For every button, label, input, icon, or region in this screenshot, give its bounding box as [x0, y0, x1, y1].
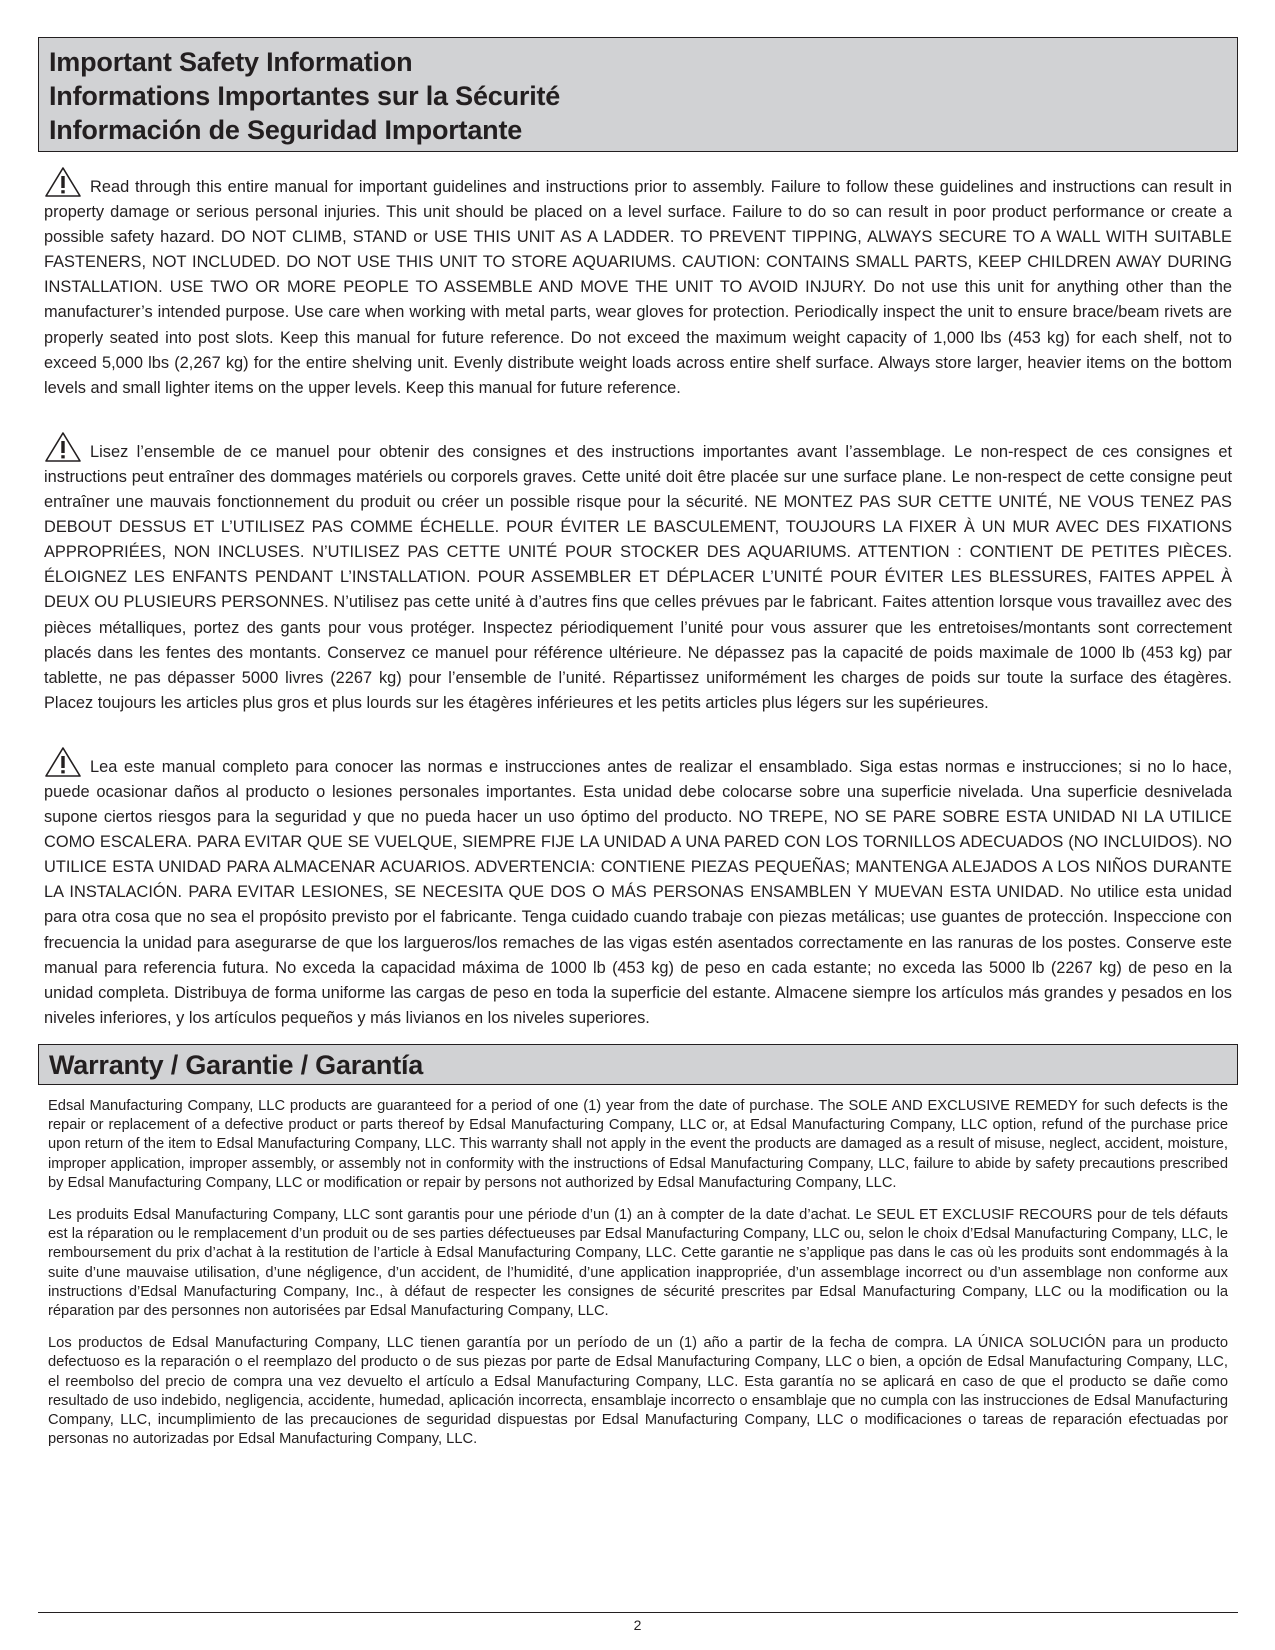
page-number: 2 [633, 1617, 642, 1633]
safety-header-box [38, 37, 1238, 152]
warranty-header-box [38, 1044, 1238, 1085]
warranty-title: Warranty / Garantie / Garantía [49, 1049, 424, 1080]
safety-text-french: Lisez l’ensemble de ce manuel pour obtenir des consignes et des instructions importantes avant l’assemblage. Le non-respect de ces consignes et instructions peut entraîner des dommages matériels ou corporels graves. Cette unité doit être placée sur une surface plane. Le non-respect de cette consigne peut entraîner une mauvais fonctionnement du produit ou créer un possible risque pour la sécurité. NE MONTEZ PAS SUR CETTE UNITÉ, NE VOUS TENEZ PAS DEBOUT DESSUS ET L’UTILISEZ PAS COMME ÉCHELLE. POUR ÉVITER LE BASCULEMENT, TOUJOURS LA FIXER À UN MUR AVEC DES FIXATIONS APPROPRIÉES, NON INCLUSES. N’UTILISEZ PAS CETTE UNITÉ POUR STOCKER DES AQUARIUMS. ATTENTION : CONTIENT DE PETITES PIÈCES. ÉLOIGNEZ LES ENFANTS PENDANT L’INSTALLATION. POUR ASSEMBLER ET DÉPLACER L’UNITÉ POUR ÉVITER LES BLESSURES, FAITES APPEL À DEUX OU PLUSIEURS PERSONNES. N’utilisez pas cette unité à d’autres fins que celles prévues par le fabricant. Faites attention lorsque vous travaillez avec des pièces métalliques, portez des gants pour vous protéger. Inspectez périodiquement l’unité pour vous assurer que les entretoises/montants sont correctement placés dans les fentes des montants. Conservez ce manuel pour référence ultérieure. Ne dépassez pas la capacité de poids maximale de 1000 lb (453 kg) par tablette, ne pas dépasser 5000 livres (2267 kg) pour l’ensemble de l’unité. Répartissez uniformément les charges de poids sur toute la surface des étagères. Placez toujours les articles plus gros et plus lourds sur les étagères inférieures et les petits articles plus légers sur les supérieures. [44, 442, 1232, 712]
warranty-paragraph-french: Les produits Edsal Manufacturing Company, LLC sont garantis pour une période d’un (1) an à compter de la date d’achat. Le SEUL ET EXCLUSIF RECOURS pour de tels défauts est la réparation ou le remplacement d’un produit ou de ses parties défectueuses par Edsal Manufacturing Company, LLC ou, selon le choix d’Edsal Manufacturing Company, LLC, le remboursement du prix d’achat à la restitution de l’article à Edsal Manufacturing Company, LLC. Cette garantie ne s’applique pas dans le cas où les produits sont endommagés à la suite d’une mauvaise utilisation, d’une négligence, d’un accident, de l’humidité, d’une application inappropriée, d’un assemblage incorrect ou d’un assemblage non conforme aux instructions d’Edsal Manufacturing Company, Inc., à défaut de respecter les consignes de sécurité prescrites par Edsal Manufacturing Company, LLC ou la modification ou la réparation par des personnes non autorisées par Edsal Manufacturing Company, LLC. [48, 1206, 1228, 1319]
warning-triangle-icon [44, 166, 82, 198]
safety-paragraph-english [38, 166, 1238, 401]
warranty-paragraph-english: Edsal Manufacturing Company, LLC products are guaranteed for a period of one (1) year from the date of purchase. The SOLE AND EXCLUSIVE REMEDY for such defects is the repair or replacement of a defective product or parts thereof by Edsal Manufacturing Company, LLC or, at Edsal Manufacturing Company, LLC option, refund of the purchase price upon return of the item to Edsal Manufacturing Company, LLC. This warranty shall not apply in the event the products are damaged as a result of misuse, neglect, accident, moisture, improper application, improper assembly, or assembly not in conformity with the instructions of Edsal Manufacturing Company, LLC, failure to abide by safety precautions prescribed by Edsal Manufacturing Company, LLC or modification or repair by persons not authorized by Edsal Manufacturing Company, LLC. [48, 1097, 1228, 1191]
manual-page [38, 37, 1238, 1449]
title-spanish: Información de Seguridad Importante [49, 115, 523, 145]
title-english: Important Safety Information [49, 47, 413, 77]
title-french: Informations Importantes sur la Sécurité [49, 81, 561, 111]
warning-triangle-icon [44, 431, 82, 463]
warranty-paragraph-spanish: Los productos de Edsal Manufacturing Company, LLC tienen garantía por un período de un (1) año a partir de la fecha de compra. LA ÚNICA SOLUCIÓN para un producto defectuoso es la reparación o el reemplazo del producto o de sus piezas por parte de Edsal Manufacturing Company, LLC o bien, a opción de Edsal Manufacturing Company, LLC, el reembolso del precio de compra una vez devuelto el artículo a Edsal Manufacturing Company, LLC. Esta garantía no se aplicará en caso de que el producto se dañe como resultado de uso indebido, negligencia, accidente, humedad, aplicación incorrecta, ensamblaje incorrecto o ensamblaje que no cumpla con las instrucciones de Edsal Manufacturing Company, LLC, incumplimiento de las precauciones de seguridad dispuestas por Edsal Manufacturing Company, LLC o modificaciones o tareas de reparación efectuadas por personas no autorizadas por Edsal Manufacturing Company, LLC. [48, 1335, 1228, 1448]
safety-paragraph-french [38, 431, 1238, 716]
safety-paragraph-spanish [38, 746, 1238, 1031]
safety-text-spanish: Lea este manual completo para conocer las normas e instrucciones antes de realizar el ensamblado. Siga estas normas e instrucciones; si no lo hace, puede ocasionar daños al producto o lesiones personales importantes. Esta unidad debe colocarse sobre una superficie nivelada. Una superficie desnivelada supone ciertos riesgos para la seguridad y que no pueda hacer un uso óptimo del producto. NO TREPE, NO SE PARE SOBRE ESTA UNIDAD NI LA UTILICE COMO ESCALERA. PARA EVITAR QUE SE VUELQUE, SIEMPRE FIJE LA UNIDAD A UNA PARED CON LOS TORNILLOS ADECUADOS (NO INCLUIDOS). NO UTILICE ESTA UNIDAD PARA ALMACENAR ACUARIOS. ADVERTENCIA: CONTIENE PIEZAS PEQUEÑAS; MANTENGA ALEJADOS A LOS NIÑOS DURANTE LA INSTALACIÓN. PARA EVITAR LESIONES, SE NECESITA QUE DOS O MÁS PERSONAS ENSAMBLEN Y MUEVAN ESTA UNIDAD. No utilice esta unidad para otra cosa que no sea el propósito previsto por el fabricante. Tenga cuidado cuando trabaje con piezas metálicas; use guantes de protección. Inspeccione con frecuencia la unidad para asegurarse de que los largueros/los remaches de las vigas estén asentados correctamente en las ranuras de los postes. Conserve este manual para referencia futura. No exceda la capacidad máxima de 1000 lb (453 kg) de peso en cada estante; no exceda las 5000 lb (2267 kg) de peso en la unidad completa. Distribuya de forma uniforme las cargas de peso en toda la superficie del estante. Almacene siempre los artículos más grandes y pesados en los niveles inferiores, y los artículos pequeños y más livianos en los niveles superiores. [44, 757, 1232, 1027]
safety-text-english: Read through this entire manual for important guidelines and instructions prior to assembly. Failure to follow these guidelines and instructions can result in property damage or serious personal injuries. This unit should be placed on a level surface. Failure to do so can result in poor product performance or create a possible safety hazard. DO NOT CLIMB, STAND or USE THIS UNIT AS A LADDER. TO PREVENT TIPPING, ALWAYS SECURE TO A WALL WITH SUITABLE FASTENERS, NOT INCLUDED. DO NOT USE THIS UNIT TO STORE AQUARIUMS. CAUTION: CONTAINS SMALL PARTS, KEEP CHILDREN AWAY DURING INSTALLATION. USE TWO OR MORE PEOPLE TO ASSEMBLE AND MOVE THE UNIT TO AVOID INJURY. Do not use this unit for anything other than the manufacturer’s intended purpose. Use care when working with metal parts, wear gloves for protection. Periodically inspect the unit to ensure brace/beam rivets are properly seated into post slots. Keep this manual for future reference. Do not exceed the maximum weight capacity of 1,000 lbs (453 kg) for each shelf, not to exceed 5,000 lbs (2,267 kg) for the entire shelving unit. Evenly distribute weight loads across entire shelf surface. Always store larger, heavier items on the bottom levels and small lighter items on the upper levels. Keep this manual for future reference. [44, 178, 1232, 397]
warning-triangle-icon [44, 746, 82, 778]
footer-divider [38, 1612, 1238, 1613]
